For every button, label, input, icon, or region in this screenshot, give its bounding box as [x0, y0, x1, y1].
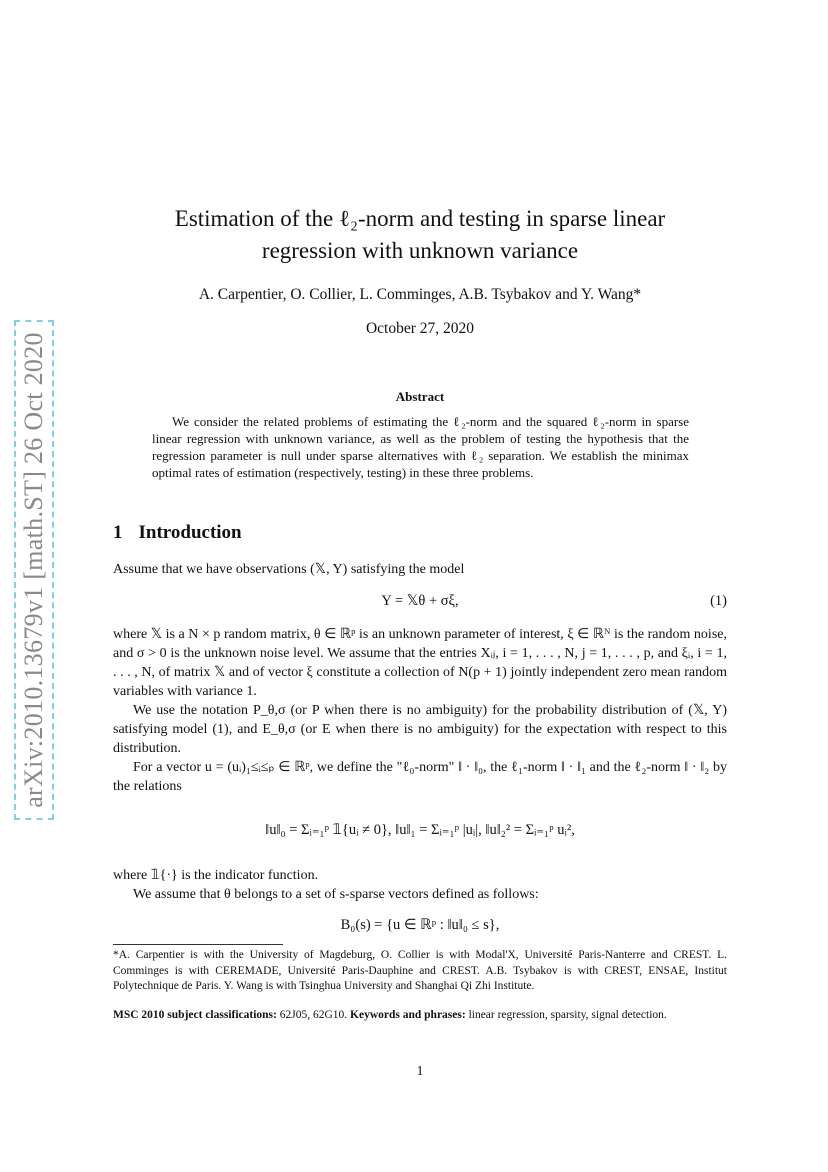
keywords-label: Keywords and phrases: [350, 1009, 466, 1021]
paper-date: October 27, 2020 [365, 320, 475, 337]
paragraph-definitions: where 𝕏 is a N × p random matrix, θ ∈ ℝᵖ is an unknown parameter of interest, ξ ∈ ℝᴺ is the random noise, and σ > 0 is the unknown noise level. We assume that the entries Xᵢⱼ, i = 1, . . . , N, j = 1, . . . , p, and ξᵢ, i = 1, . . . , N, of matrix 𝕏 and of vector ξ constitute a collection of N(p + 1) jointly independent zero mean random variables with variance 1. [113, 627, 727, 699]
title-line-1: Estimation of the ℓ₂-norm and testing in sparse linear [174, 206, 666, 231]
abstract-heading: Abstract [395, 389, 445, 404]
section-heading [113, 522, 242, 544]
equation-sparse-set: B₀(s) = {u ∈ ℝᵖ : ‖u‖₀ ≤ s}, [340, 917, 500, 933]
keywords-value: linear regression, sparsity, signal detection. [465, 1009, 667, 1021]
msc-value: 62J05, 62G10. [276, 1009, 351, 1021]
classification-keywords [113, 1008, 727, 1024]
equation-1-body: Y = 𝕏θ + σξ, [381, 593, 459, 609]
arxiv-identifier: arXiv:2010.13679v1 [math.ST] 26 Oct 2020 [19, 332, 48, 808]
paragraph-notation: We use the notation P_θ,σ (or P when there is no ambiguity) for the probability distribution of (𝕏, Y) satisfying model (1), and E_θ,σ (or E when there is no ambiguity) for the expectation with respect to this distribution. [113, 703, 727, 756]
paper-title [100, 203, 740, 267]
paragraph-model-intro: Assume that we have observations (𝕏, Y) satisfying the model [113, 562, 465, 577]
equation-1 [113, 593, 727, 610]
section-title: Introduction [138, 522, 242, 543]
arxiv-stamp [14, 320, 54, 820]
title-line-2: regression with unknown variance [261, 238, 579, 263]
footnote-affiliations: *A. Carpentier is with the University of Magdeburg, O. Collier is with Modal'X, Université Paris-Nanterre and CREST. L. Comminges is with CEREMADE, Université Paris-Dauphine and CREST. A.B. Tsybakov is with CREST, ENSAE, Institut Polytechnique de Paris. Y. Wang is with Tsinghua University and Shanghai Qi Zhi Institute. [113, 949, 727, 992]
equation-1-number: (1) [710, 593, 727, 609]
footnote-divider [113, 944, 283, 945]
paragraph-indicator: where 𝟙{·} is the indicator function. [113, 868, 319, 883]
section-number: 1 [113, 522, 123, 543]
abstract-text: We consider the related problems of estimating the ℓ₂-norm and the squared ℓ₂-norm in sparse linear regression with unknown variance, as well as the problem of testing the hypothesis that the regression parameter is null under sparse alternatives with ℓ₂ separation. We establish the minimax optimal rates of estimation (respectively, testing) in these three problems. [152, 414, 689, 480]
paragraph-norms: For a vector u = (uᵢ)₁≤ᵢ≤ₚ ∈ ℝᵖ, we define the "ℓ₀-norm" ‖ · ‖₀, the ℓ₁-norm ‖ · ‖₁ and the ℓ₂-norm ‖ · ‖₂ by the relations [113, 760, 727, 794]
msc-label: MSC 2010 subject classifications: [113, 1009, 277, 1021]
paragraph-sparse: We assume that θ belongs to a set of s-sparse vectors defined as follows: [133, 887, 539, 902]
equation-norms: ‖u‖₀ = Σᵢ₌₁ᵖ 𝟙{uᵢ ≠ 0}, ‖u‖₁ = Σᵢ₌₁ᵖ |uᵢ|, ‖u‖₂² = Σᵢ₌₁ᵖ uᵢ², [265, 822, 575, 838]
author-list: A. Carpentier, O. Collier, L. Comminges, A.B. Tsybakov and Y. Wang* [198, 286, 642, 303]
page-number: 1 [416, 1064, 424, 1079]
